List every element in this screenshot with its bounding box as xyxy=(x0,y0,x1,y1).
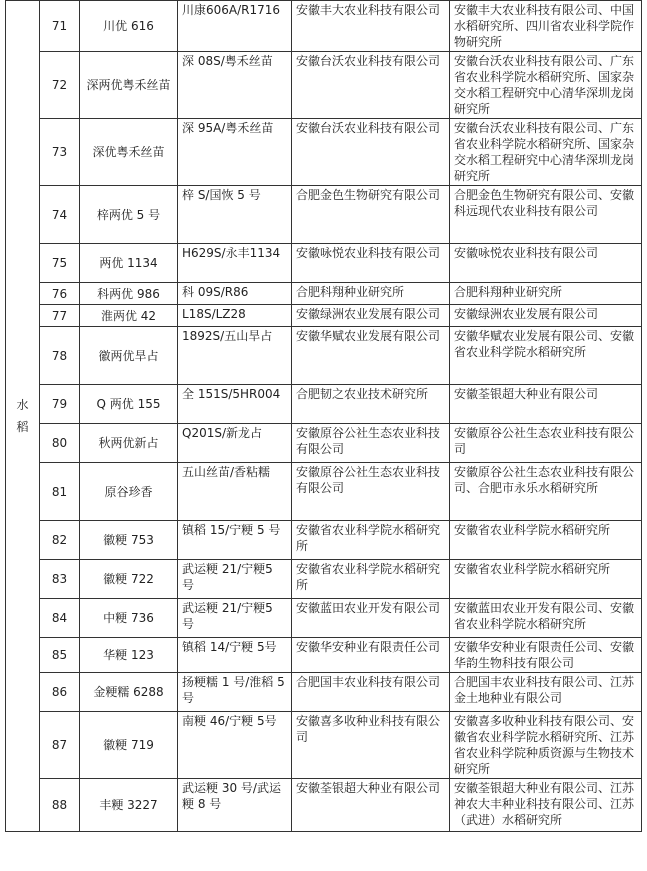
table-row xyxy=(6,119,642,186)
breeder-unit: 安徽华赋农业发展有限公司、安徽省农业科学院水稻研究所 xyxy=(450,327,642,385)
row-number: 87 xyxy=(40,712,80,779)
breeder-unit: 合肥国丰农业科技有限公司、江苏金土地种业有限公司 xyxy=(450,673,642,712)
breeder-unit: 安徽省农业科学院水稻研究所 xyxy=(450,560,642,599)
breeder-unit: 安徽蓝田农业开发有限公司、安徽省农业科学院水稻研究所 xyxy=(450,599,642,638)
variety-name: 原谷珍香 xyxy=(80,463,178,521)
parent-combination: H629S/永丰1134 xyxy=(178,244,292,283)
row-number: 74 xyxy=(40,186,80,244)
applicant-unit: 安徽喜多收种业科技有限公司 xyxy=(292,712,450,779)
table-row xyxy=(6,521,642,560)
applicant-unit: 安徽蓝田农业开发有限公司 xyxy=(292,599,450,638)
table-row xyxy=(6,244,642,283)
table-row xyxy=(6,779,642,832)
variety-name: 梓两优 5 号 xyxy=(80,186,178,244)
breeder-unit: 安徽台沃农业科技有限公司、广东省农业科学院水稻研究所、国家杂交水稻工程研究中心清华深圳龙岗研究所 xyxy=(450,52,642,119)
variety-name: 徽粳 722 xyxy=(80,560,178,599)
parent-combination: 全 151S/5HR004 xyxy=(178,385,292,424)
row-number: 82 xyxy=(40,521,80,560)
row-number: 88 xyxy=(40,779,80,832)
applicant-unit: 安徽省农业科学院水稻研究所 xyxy=(292,560,450,599)
breeder-unit: 安徽台沃农业科技有限公司、广东省农业科学院水稻研究所、国家杂交水稻工程研究中心清华深圳龙岗研究所 xyxy=(450,119,642,186)
crop-cell xyxy=(6,1,40,832)
variety-name: 深两优粤禾丝苗 xyxy=(80,52,178,119)
breeder-unit: 安徽咏悦农业科技有限公司 xyxy=(450,244,642,283)
parent-combination: 1892S/五山旱占 xyxy=(178,327,292,385)
row-number: 71 xyxy=(40,1,80,52)
table-row xyxy=(6,712,642,779)
breeder-unit: 安徽绿洲农业发展有限公司 xyxy=(450,305,642,327)
table-row xyxy=(6,52,642,119)
applicant-unit: 合肥韧之农业技术研究所 xyxy=(292,385,450,424)
applicant-unit: 合肥科翔种业研究所 xyxy=(292,283,450,305)
table-body xyxy=(6,1,642,832)
variety-name: 深优粤禾丝苗 xyxy=(80,119,178,186)
table-row xyxy=(6,424,642,463)
breeder-unit: 安徽华安种业有限责任公司、安徽华韵生物科技有限公司 xyxy=(450,638,642,673)
parent-combination: 镇稻 15/宁粳 5 号 xyxy=(178,521,292,560)
parent-combination: 武运粳 21/宁粳5 号 xyxy=(178,560,292,599)
parent-combination: 深 08S/粤禾丝苗 xyxy=(178,52,292,119)
applicant-unit: 安徽绿洲农业发展有限公司 xyxy=(292,305,450,327)
applicant-unit: 安徽华安种业有限责任公司 xyxy=(292,638,450,673)
table-row xyxy=(6,638,642,673)
row-number: 81 xyxy=(40,463,80,521)
row-number: 78 xyxy=(40,327,80,385)
applicant-unit: 安徽台沃农业科技有限公司 xyxy=(292,119,450,186)
breeder-unit: 安徽原谷公社生态农业科技有限公司、合肥市永乐水稻研究所 xyxy=(450,463,642,521)
parent-combination: Q201S/新龙占 xyxy=(178,424,292,463)
parent-combination: 五山丝苗/香粘糯 xyxy=(178,463,292,521)
row-number: 86 xyxy=(40,673,80,712)
variety-name: 两优 1134 xyxy=(80,244,178,283)
crop-label: 水稻 xyxy=(16,398,29,434)
applicant-unit: 安徽原谷公社生态农业科技有限公司 xyxy=(292,463,450,521)
variety-name: 中粳 736 xyxy=(80,599,178,638)
row-number: 72 xyxy=(40,52,80,119)
breeder-unit: 安徽原谷公社生态农业科技有限公司 xyxy=(450,424,642,463)
parent-combination: 南粳 46/宁粳 5号 xyxy=(178,712,292,779)
applicant-unit: 合肥金色生物研究有限公司 xyxy=(292,186,450,244)
variety-name: 淮两优 42 xyxy=(80,305,178,327)
table-row xyxy=(6,673,642,712)
table-row xyxy=(6,186,642,244)
applicant-unit: 安徽台沃农业科技有限公司 xyxy=(292,52,450,119)
variety-name: 丰粳 3227 xyxy=(80,779,178,832)
variety-name: 徽两优旱占 xyxy=(80,327,178,385)
applicant-unit: 安徽荃银超大种业有限公司 xyxy=(292,779,450,832)
breeder-unit: 安徽省农业科学院水稻研究所 xyxy=(450,521,642,560)
breeder-unit: 安徽丰大农业科技有限公司、中国水稻研究所、四川省农业科学院作物研究所 xyxy=(450,1,642,52)
table-row xyxy=(6,305,642,327)
breeder-unit: 安徽荃银超大种业有限公司 xyxy=(450,385,642,424)
variety-name: 徽粳 753 xyxy=(80,521,178,560)
breeder-unit: 合肥科翔种业研究所 xyxy=(450,283,642,305)
parent-combination: 梓 S/国恢 5 号 xyxy=(178,186,292,244)
variety-name: 川优 616 xyxy=(80,1,178,52)
breeder-unit: 安徽喜多收种业科技有限公司、安徽省农业科学院水稻研究所、江苏省农业科学院种质资源与生物技术研究所 xyxy=(450,712,642,779)
table-row xyxy=(6,1,642,52)
row-number: 77 xyxy=(40,305,80,327)
variety-name: 金粳糯 6288 xyxy=(80,673,178,712)
parent-combination: L18S/LZ28 xyxy=(178,305,292,327)
variety-name: 科两优 986 xyxy=(80,283,178,305)
applicant-unit: 合肥国丰农业科技有限公司 xyxy=(292,673,450,712)
parent-combination: 武运粳 21/宁粳5 号 xyxy=(178,599,292,638)
parent-combination: 科 09S/R86 xyxy=(178,283,292,305)
breeder-unit: 合肥金色生物研究有限公司、安徽科远现代农业科技有限公司 xyxy=(450,186,642,244)
parent-combination: 川康606A/R1716 xyxy=(178,1,292,52)
variety-table xyxy=(5,0,642,832)
parent-combination: 扬粳糯 1 号/淮稻 5 号 xyxy=(178,673,292,712)
parent-combination: 深 95A/粤禾丝苗 xyxy=(178,119,292,186)
table-row xyxy=(6,283,642,305)
row-number: 84 xyxy=(40,599,80,638)
row-number: 73 xyxy=(40,119,80,186)
variety-name: Q 两优 155 xyxy=(80,385,178,424)
row-number: 79 xyxy=(40,385,80,424)
variety-name: 秋两优新占 xyxy=(80,424,178,463)
row-number: 75 xyxy=(40,244,80,283)
row-number: 80 xyxy=(40,424,80,463)
variety-name: 徽粳 719 xyxy=(80,712,178,779)
applicant-unit: 安徽华赋农业发展有限公司 xyxy=(292,327,450,385)
applicant-unit: 安徽咏悦农业科技有限公司 xyxy=(292,244,450,283)
applicant-unit: 安徽丰大农业科技有限公司 xyxy=(292,1,450,52)
breeder-unit: 安徽荃银超大种业有限公司、江苏神农大丰种业科技有限公司、江苏（武进）水稻研究所 xyxy=(450,779,642,832)
variety-name: 华粳 123 xyxy=(80,638,178,673)
row-number: 83 xyxy=(40,560,80,599)
row-number: 85 xyxy=(40,638,80,673)
table-row xyxy=(6,463,642,521)
table-row xyxy=(6,560,642,599)
table-row xyxy=(6,385,642,424)
table-row xyxy=(6,327,642,385)
applicant-unit: 安徽省农业科学院水稻研究所 xyxy=(292,521,450,560)
parent-combination: 镇稻 14/宁粳 5号 xyxy=(178,638,292,673)
row-number: 76 xyxy=(40,283,80,305)
parent-combination: 武运粳 30 号/武运粳 8 号 xyxy=(178,779,292,832)
applicant-unit: 安徽原谷公社生态农业科技有限公司 xyxy=(292,424,450,463)
table-row xyxy=(6,599,642,638)
